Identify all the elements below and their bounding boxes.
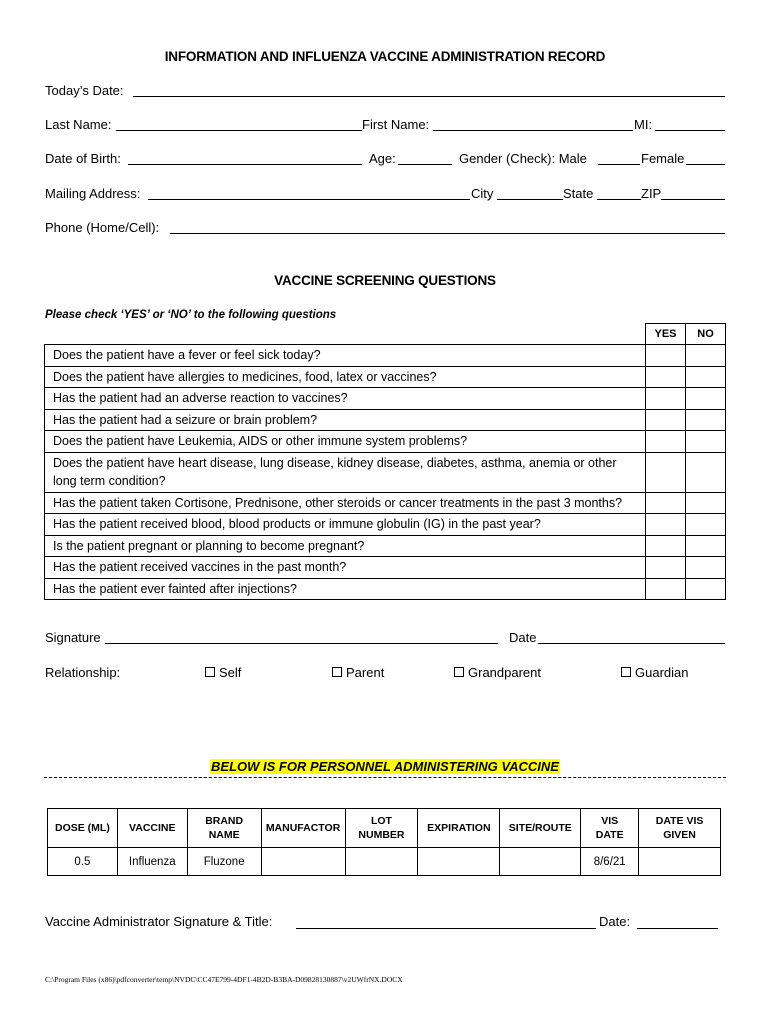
no-checkbox[interactable] (686, 535, 726, 557)
mi-field[interactable] (655, 130, 725, 131)
no-header: NO (686, 324, 726, 345)
no-checkbox[interactable] (686, 366, 726, 388)
date-vis-given-cell[interactable] (639, 848, 721, 876)
yes-header: YES (646, 324, 686, 345)
lot-cell[interactable] (345, 848, 418, 876)
expiration-cell[interactable] (418, 848, 500, 876)
yes-checkbox[interactable] (646, 557, 686, 579)
section-divider (44, 777, 726, 778)
manufactor-cell[interactable] (261, 848, 345, 876)
city-label: City (471, 186, 494, 201)
admin-date-label: Date: (599, 914, 631, 929)
phone-field[interactable] (170, 233, 725, 234)
screening-question-row (45, 409, 726, 431)
signature-label: Signature (45, 630, 101, 645)
city-field[interactable] (497, 199, 563, 200)
personnel-value-row (48, 848, 721, 876)
yes-checkbox[interactable] (646, 535, 686, 557)
zip-field[interactable] (661, 199, 725, 200)
relationship-parent[interactable]: Parent (332, 665, 384, 680)
state-field[interactable] (597, 199, 641, 200)
lot-header: LOT NUMBER (345, 809, 418, 848)
last-name-label: Last Name: (45, 117, 112, 132)
no-checkbox[interactable] (686, 514, 726, 536)
age-field[interactable] (398, 164, 452, 165)
screening-instructions: Please check ‘YES’ or ‘NO’ to the following questions (45, 309, 337, 321)
female-field[interactable] (686, 164, 725, 165)
consent-date-field[interactable] (538, 643, 725, 644)
yes-checkbox[interactable] (646, 578, 686, 600)
admin-date-field[interactable] (637, 928, 718, 929)
todays-date-label: Today’s Date: (45, 83, 124, 98)
vaccine-header: VACCINE (117, 809, 187, 848)
yes-checkbox[interactable] (646, 409, 686, 431)
screening-question-row (45, 431, 726, 453)
yes-checkbox[interactable] (646, 366, 686, 388)
screening-question-row (45, 535, 726, 557)
question-text: Has the patient taken Cortisone, Prednisone, other steroids or cancer treatments in the past 3 months? (45, 492, 646, 514)
yes-checkbox[interactable] (646, 514, 686, 536)
vis-date-header: VIS DATE (581, 809, 639, 848)
yes-checkbox[interactable] (646, 452, 686, 492)
checkbox-icon[interactable] (205, 667, 215, 677)
site-cell[interactable] (500, 848, 581, 876)
manufactor-header: MANUFACTOR (261, 809, 345, 848)
question-text: Has the patient received blood, blood products or immune globulin (IG) in the past year? (45, 514, 646, 536)
relationship-grandparent[interactable]: Grandparent (454, 665, 541, 680)
phone-label: Phone (Home/Cell): (45, 220, 160, 235)
footer-path: C:\Program Files (x86)\pdfconverter\temp\NVDC\CC47E799-4DF1-4B2D-B3BA-D09828130887\v2UWfrNX.DOCX (45, 975, 403, 984)
no-checkbox[interactable] (686, 345, 726, 367)
screening-question-row (45, 345, 726, 367)
yes-checkbox[interactable] (646, 492, 686, 514)
screening-header-row (45, 324, 726, 345)
screening-question-row (45, 492, 726, 514)
yes-checkbox[interactable] (646, 431, 686, 453)
screening-question-row (45, 452, 726, 492)
screening-question-row (45, 388, 726, 410)
checkbox-icon[interactable] (332, 667, 342, 677)
site-header: SITE/ROUTE (500, 809, 581, 848)
screening-question-row (45, 578, 726, 600)
form-title: INFORMATION AND INFLUENZA VACCINE ADMINISTRATION RECORD (164, 49, 606, 64)
question-text: Has the patient ever fainted after injections? (45, 578, 646, 600)
dob-field[interactable] (128, 164, 362, 165)
no-checkbox[interactable] (686, 431, 726, 453)
mailing-field[interactable] (148, 199, 470, 200)
question-text: Has the patient received vaccines in the past month? (45, 557, 646, 579)
relationship-guardian[interactable]: Guardian (621, 665, 688, 680)
first-name-field[interactable] (433, 130, 633, 131)
todays-date-field[interactable] (133, 96, 725, 97)
personnel-header-row (48, 809, 721, 848)
personnel-table (47, 808, 721, 876)
checkbox-icon[interactable] (621, 667, 631, 677)
male-field[interactable] (598, 164, 640, 165)
no-checkbox[interactable] (686, 492, 726, 514)
vaccine-cell[interactable]: Influenza (117, 848, 187, 876)
no-checkbox[interactable] (686, 578, 726, 600)
date-vis-given-header: DATE VIS GIVEN (639, 809, 721, 848)
mi-label: MI: (634, 117, 653, 132)
dose-cell[interactable]: 0.5 (48, 848, 118, 876)
relationship-self[interactable]: Self (205, 665, 241, 680)
screening-title: VACCINE SCREENING QUESTIONS (274, 273, 496, 288)
question-text: Does the patient have heart disease, lung disease, kidney disease, diabetes, asthma, anemia or other long term condition? (45, 452, 646, 492)
mailing-label: Mailing Address: (45, 186, 141, 201)
question-text: Does the patient have a fever or feel sick today? (45, 345, 646, 367)
brand-header: BRAND NAME (187, 809, 261, 848)
dob-label: Date of Birth: (45, 151, 121, 166)
no-checkbox[interactable] (686, 557, 726, 579)
screening-question-row (45, 557, 726, 579)
consent-date-label: Date (509, 630, 537, 645)
question-text: Has the patient had an adverse reaction to vaccines? (45, 388, 646, 410)
admin-signature-field[interactable] (296, 928, 596, 929)
screening-question-row (45, 514, 726, 536)
dose-header: DOSE (ML) (48, 809, 118, 848)
state-label: State (563, 186, 594, 201)
personnel-banner: BELOW IS FOR PERSONNEL ADMINISTERING VACCINE (211, 759, 559, 774)
female-label: Female (641, 151, 685, 166)
no-checkbox[interactable] (686, 388, 726, 410)
no-checkbox[interactable] (686, 409, 726, 431)
yes-checkbox[interactable] (646, 388, 686, 410)
admin-signature-label: Vaccine Administrator Signature & Title: (45, 914, 273, 929)
age-label: Age: (369, 151, 396, 166)
expiration-header: EXPIRATION (418, 809, 500, 848)
last-name-field[interactable] (116, 130, 362, 131)
no-checkbox[interactable] (686, 452, 726, 492)
question-text: Has the patient had a seizure or brain problem? (45, 409, 646, 431)
gender-label: Gender (Check): Male (459, 151, 587, 166)
screening-table (44, 323, 726, 600)
zip-label: ZIP (641, 186, 662, 201)
first-name-label: First Name: (362, 117, 430, 132)
personnel-banner-wrap (0, 758, 770, 776)
question-text: Does the patient have Leukemia, AIDS or other immune system problems? (45, 431, 646, 453)
screening-question-row (45, 366, 726, 388)
question-text: Is the patient pregnant or planning to become pregnant? (45, 535, 646, 557)
relationship-label: Relationship: (45, 665, 121, 680)
checkbox-icon[interactable] (454, 667, 464, 677)
signature-field[interactable] (105, 643, 498, 644)
yes-checkbox[interactable] (646, 345, 686, 367)
question-text: Does the patient have allergies to medicines, food, latex or vaccines? (45, 366, 646, 388)
vis-date-cell[interactable]: 8/6/21 (581, 848, 639, 876)
brand-cell[interactable]: Fluzone (187, 848, 261, 876)
